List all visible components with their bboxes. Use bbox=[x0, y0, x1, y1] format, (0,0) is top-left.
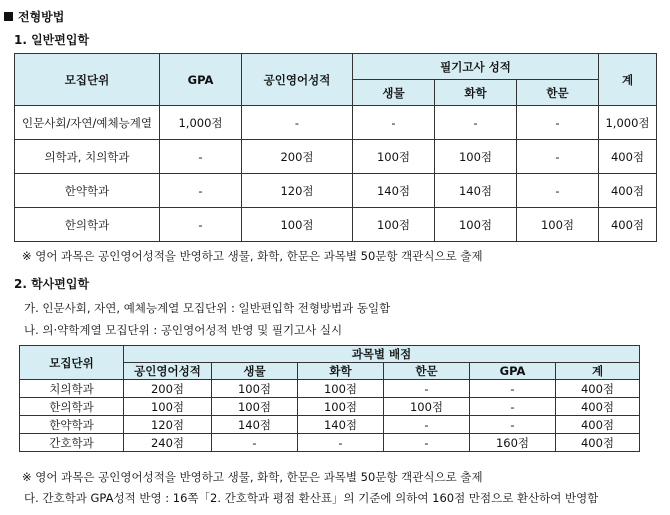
cell-unit: 간호학과 bbox=[20, 434, 124, 452]
cell-english: 200점 bbox=[124, 380, 212, 398]
cell-bio: 100점 bbox=[353, 208, 435, 242]
cell-chem: - bbox=[435, 106, 517, 140]
cell-english: 100점 bbox=[242, 208, 353, 242]
col-english: 공인영어성적 bbox=[124, 363, 212, 380]
cell-unit: 치의학과 bbox=[20, 380, 124, 398]
cell-unit: 한약학과 bbox=[15, 174, 160, 208]
general-table bbox=[14, 53, 657, 242]
cell-hanmun: - bbox=[384, 380, 470, 398]
table-row bbox=[20, 416, 640, 434]
cell-chem: 140점 bbox=[435, 174, 517, 208]
cell-bio: 100점 bbox=[353, 140, 435, 174]
cell-english: - bbox=[242, 106, 353, 140]
cell-bio: 140점 bbox=[212, 416, 298, 434]
col-hanmun: 한문 bbox=[517, 80, 599, 106]
cell-unit: 인문사회/자연/예체능계열 bbox=[15, 106, 160, 140]
cell-hanmun: - bbox=[517, 106, 599, 140]
col-gpa: GPA bbox=[470, 363, 556, 380]
cell-chem: 100점 bbox=[298, 380, 384, 398]
cell-bio: - bbox=[353, 106, 435, 140]
cell-hanmun: 100점 bbox=[384, 398, 470, 416]
cell-hanmun: - bbox=[517, 174, 599, 208]
col-subjects: 과목별 배점 bbox=[124, 346, 640, 363]
general-heading: 1. 일반편입학 bbox=[14, 33, 90, 47]
cell-hanmun: - bbox=[517, 140, 599, 174]
cell-total: 400점 bbox=[599, 174, 657, 208]
cell-chem: 100점 bbox=[435, 140, 517, 174]
col-bio: 생물 bbox=[353, 80, 435, 106]
col-total: 계 bbox=[599, 54, 657, 106]
table-row bbox=[20, 398, 640, 416]
cell-unit: 한의학과 bbox=[15, 208, 160, 242]
col-unit: 모집단위 bbox=[20, 346, 124, 380]
table-row bbox=[15, 208, 657, 242]
col-unit: 모집단위 bbox=[15, 54, 160, 106]
cell-unit: 의학과, 치의학과 bbox=[15, 140, 160, 174]
transfer-item-a: 가. 인문사회, 자연, 예체능계열 모집단위 : 일반편입학 전형방법과 동일함 bbox=[24, 301, 391, 315]
cell-total: 400점 bbox=[556, 416, 640, 434]
table-row bbox=[15, 106, 657, 140]
col-written: 필기고사 성적 bbox=[353, 54, 599, 80]
cell-total: 1,000점 bbox=[599, 106, 657, 140]
cell-gpa: - bbox=[470, 416, 556, 434]
square-bullet-icon bbox=[4, 12, 13, 21]
table-row bbox=[15, 174, 657, 208]
cell-chem: 100점 bbox=[435, 208, 517, 242]
cell-total: 400점 bbox=[599, 208, 657, 242]
transfer-item-b: 나. 의·약학계열 모집단위 : 공인영어성적 반영 및 필기고사 실시 bbox=[24, 323, 343, 337]
section-title-text: 전형방법 bbox=[18, 10, 65, 24]
cell-english: 120점 bbox=[124, 416, 212, 434]
cell-chem: 140점 bbox=[298, 416, 384, 434]
cell-hanmun: - bbox=[384, 434, 470, 452]
col-chem: 화학 bbox=[435, 80, 517, 106]
cell-bio: - bbox=[212, 434, 298, 452]
cell-chem: - bbox=[298, 434, 384, 452]
section-title bbox=[4, 8, 64, 25]
cell-gpa: - bbox=[470, 398, 556, 416]
cell-unit: 한의학과 bbox=[20, 398, 124, 416]
cell-gpa: 160점 bbox=[470, 434, 556, 452]
col-chem: 화학 bbox=[298, 363, 384, 380]
table-row bbox=[20, 434, 640, 452]
col-total: 계 bbox=[556, 363, 640, 380]
cell-bio: 100점 bbox=[212, 398, 298, 416]
col-hanmun: 한문 bbox=[384, 363, 470, 380]
cell-gpa: - bbox=[160, 140, 242, 174]
cell-total: 400점 bbox=[599, 140, 657, 174]
col-bio: 생물 bbox=[212, 363, 298, 380]
cell-bio: 100점 bbox=[212, 380, 298, 398]
transfer-note: ※ 영어 과목은 공인영어성적을 반영하고 생물, 화학, 한문은 과목별 50문항 객관식으로 출제 bbox=[22, 470, 483, 484]
transfer-heading: 2. 학사편입학 bbox=[14, 277, 90, 291]
cell-total: 400점 bbox=[556, 398, 640, 416]
cell-hanmun: 100점 bbox=[517, 208, 599, 242]
cell-hanmun: - bbox=[384, 416, 470, 434]
cell-gpa: - bbox=[160, 208, 242, 242]
cell-total: 400점 bbox=[556, 434, 640, 452]
cell-total: 400점 bbox=[556, 380, 640, 398]
cell-gpa: 1,000점 bbox=[160, 106, 242, 140]
cell-english: 200점 bbox=[242, 140, 353, 174]
transfer-table bbox=[19, 345, 640, 452]
cell-chem: 100점 bbox=[298, 398, 384, 416]
table-row bbox=[20, 380, 640, 398]
transfer-item-c: 다. 간호학과 GPA성적 반영 : 16쪽「2. 간호학과 평점 환산표」의 기준에 의하여 160점 만점으로 환산하여 반영함 bbox=[24, 491, 599, 505]
table-row bbox=[15, 140, 657, 174]
cell-bio: 140점 bbox=[353, 174, 435, 208]
cell-english: 120점 bbox=[242, 174, 353, 208]
cell-english: 240점 bbox=[124, 434, 212, 452]
cell-gpa: - bbox=[470, 380, 556, 398]
general-note: ※ 영어 과목은 공인영어성적을 반영하고 생물, 화학, 한문은 과목별 50문항 객관식으로 출제 bbox=[22, 249, 483, 263]
cell-unit: 한약학과 bbox=[20, 416, 124, 434]
cell-gpa: - bbox=[160, 174, 242, 208]
col-gpa: GPA bbox=[160, 54, 242, 106]
col-english: 공인영어성적 bbox=[242, 54, 353, 106]
cell-english: 100점 bbox=[124, 398, 212, 416]
